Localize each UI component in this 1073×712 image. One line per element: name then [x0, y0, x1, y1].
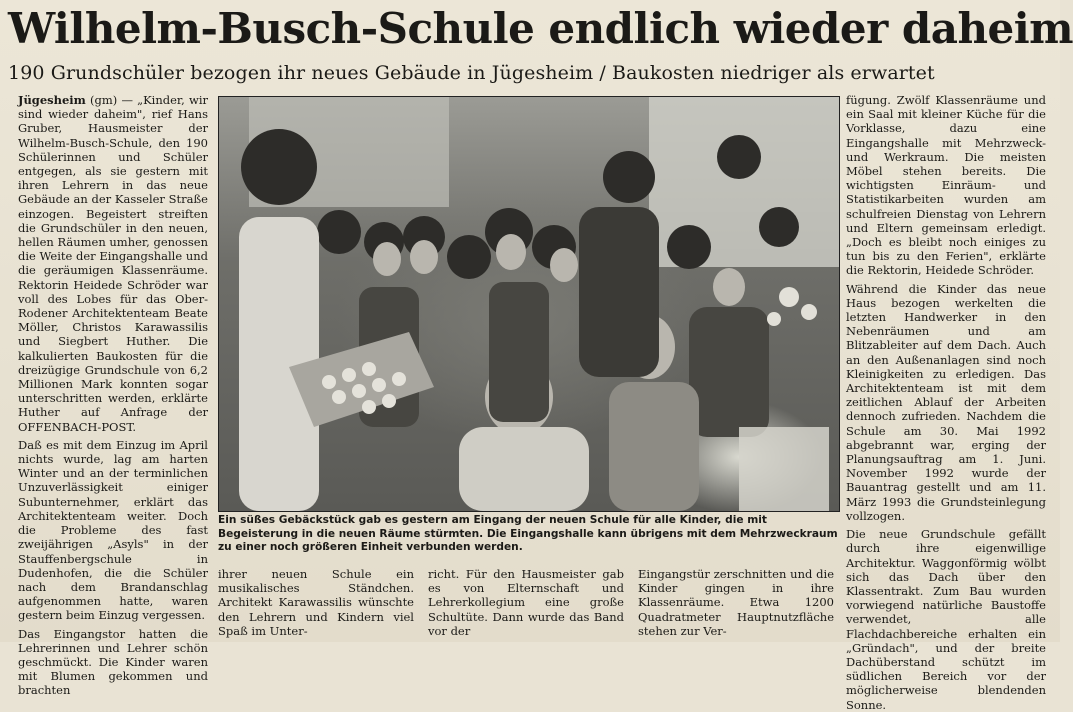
article-paragraph: Die neue Grundschule gefällt durch ihre eigenwillige Architektur. Waggonförmig wölbt sich das Dach über den Klassentrakt. Zum Bau wurden vorwiegend natürliche Baustoffe verwendet, alle Flachdachbereiche erhalten ein „Gründach", und der breite Dachüberstand schützt im südlichen Bereich vor der möglicherweise blendenden Sonne. [846, 527, 1046, 712]
photo-children-entering-school [219, 97, 839, 511]
article-column-4 [638, 567, 834, 642]
article-paragraph: Eingangstür zerschnitten und die Kinder gingen in ihre Klassenräume. Etwa 1200 Quadratmeter Hauptnutzfläche stehen zur Ver- [638, 567, 834, 638]
article-column-1 [18, 93, 208, 698]
subheadline: 190 Grundschüler bezogen ihr neues Gebäude in Jügesheim / Baukosten niedriger als erwartet [8, 62, 935, 84]
article-paragraph: Während die Kinder das neue Haus bezogen werkelten die letzten Handwerker in den Nebenräumen und am Blitzableiter auf dem Dach. Auch an den Außenanlagen sind noch Kleinigkeiten zu erledigen. Das Architektenteam ist mit dem zeitlichen Ablauf der Arbeiten dennoch zufrieden. Nachdem die Schule am 30. Mai 1992 abgebrannt war, erging der Planungsauftrag am 1. Juni. November 1992 wurde der Bauantrag gestellt und am 11. März 1993 die Grundsteinlegung vollzogen. [846, 281, 1046, 523]
article-paragraph: Das Eingangstor hatten die Lehrerinnen und Lehrer schön geschmückt. Die Kinder waren mit Blumen gekommen und brachten [18, 626, 208, 698]
article-paragraph: Jügesheim (gm) — „Kinder, wir sind wieder daheim", rief Hans Gruber, Hausmeister der Wilhelm-Busch-Schule, den 190 Schülerinnen und Schüler entgegen, als sie gestern mit ihren Lehrern in das neue Gebäude an der Kasseler Straße einzogen. Begeistert streiften die Grundschüler in den neuen, hellen Räumen umher, genossen die Weite der Eingangshalle und die geräumigen Klassenräume. Rektorin Heidede Schröder war voll des Lobes für das Ober-Rodener Architektenteam Beate Möller, Christos Karawassilis und Siegbert Huther. Die kalkulierten Baukosten für die dreizügige Grundschule von 6,2 Millionen Mark konnten sogar unterschritten werden, erklärte Huther auf Anfrage der OFFENBACH-POST. [18, 93, 208, 434]
article-column-3 [428, 567, 624, 642]
article-paragraph: fügung. Zwölf Klassenräume und ein Saal mit kleiner Küche für die Vorklasse, dazu eine Eingangshalle mit Mehrzweck- und Werkraum. Die meisten Möbel stehen bereits. Die wichtigsten Einräum- und Statistikarbeiten wurden am schulfreien Dienstag von Lehrern und Eltern gemeinsam erledigt. „Doch es bleibt noch einiges zu tun bis zu den Ferien", erklärte die Rektorin, Heidede Schröder. [846, 93, 1046, 278]
dateline: Jügesheim [18, 93, 86, 107]
article-paragraph: Daß es mit dem Einzug im April nichts wurde, lag am harten Winter und an der terminlichen Unzuverlässigkeit einiger Subunternehmer, erklärt das Architektenteam weiter. Doch die Probleme des fast zweijährigen „Asyls" in der Stauffenbergschule in Dudenhofen, die die Schüler nach dem Brandanschlag aufgenommen hatte, waren gestern beim Einzug vergessen. [18, 437, 208, 623]
headline: Wilhelm-Busch-Schule endlich wieder daheim [8, 4, 1073, 53]
press-photo [218, 96, 840, 512]
article-paragraph: richt. Für den Hausmeister gab es von Elternschaft und Lehrerkollegium eine große Schultüte. Dann wurde das Band vor der [428, 567, 624, 638]
article-column-5 [846, 93, 1046, 712]
article-column-2 [218, 567, 414, 642]
article-paragraph: ihrer neuen Schule ein musikalisches Ständchen. Architekt Karawassilis wünschte den Lehrern und Kindern viel Spaß im Unter- [218, 567, 414, 638]
photo-caption: Ein süßes Gebäckstück gab es gestern am Eingang der neuen Schule für alle Kinder, die mit Begeisterung in die neuen Räume stürmten. Die Eingangshalle kann übrigens mit dem Mehrzweckraum zu einer noch größeren Einheit verbunden werden. [218, 514, 838, 554]
